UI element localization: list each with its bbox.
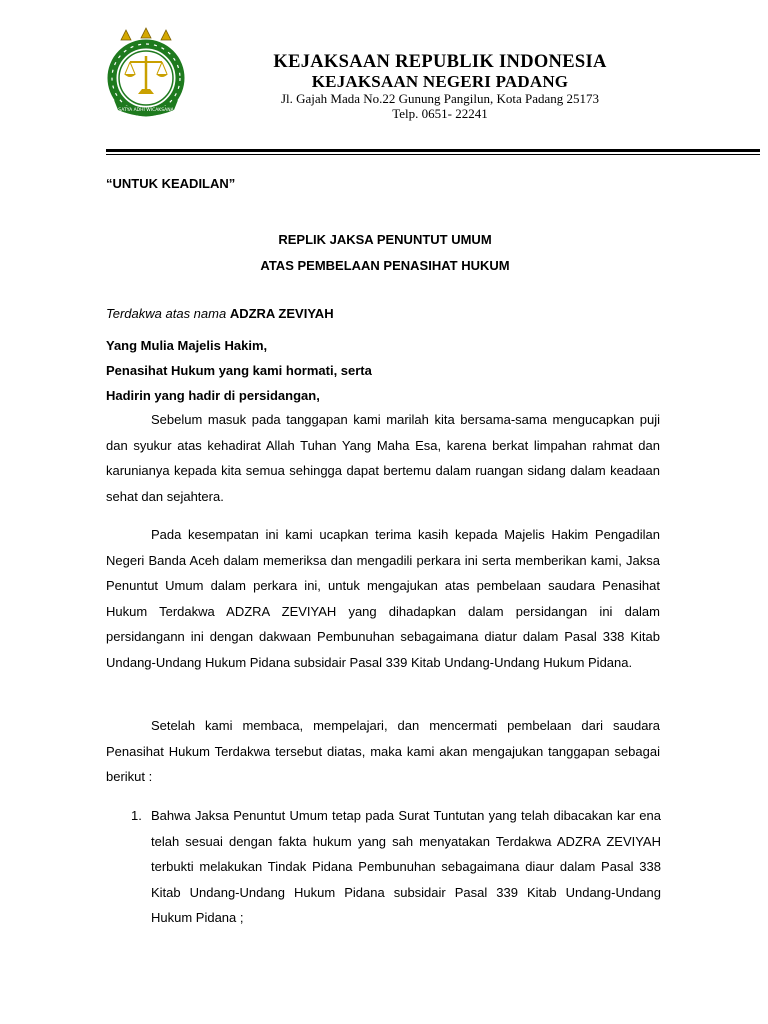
defendant-name: ADZRA ZEVIYAH	[229, 306, 334, 321]
paragraph-opening: Sebelum masuk pada tanggapan kami marilah kita bersama-sama mengucapkan puji dan syukur atas kehadirat Allah Tuhan Yang Maha Esa, karena berkat limpahan rahmat dan karunianya kepada kita semua sehingga dapat bertemu dalam ruangan sidang dalam keadaan sehat dan sejahtera.	[106, 412, 660, 504]
document-subtitle: ATAS PEMBELAAN PENASIHAT HUKUM	[260, 258, 510, 273]
list-item	[131, 803, 661, 931]
office-name: KEJAKSAAN NEGERI PADANG	[311, 72, 569, 91]
paragraph-thanks: Pada kesempatan ini kami ucapkan terima kasih kepada Majelis Hakim Pengadilan Negeri Banda Aceh dalam memeriksa dan mengadili perkara ini serta memberikan kami, Jaksa Penuntut Umum dalam perkara ini, untuk mengajukan atas pembelaan saudara Penasihat Hukum Terdakwa ADZRA ZEVIYAH yang dihadapkan dalam persidangan ini dalam persidangann ini dengan dakwaan Pembunuhan sebagaimana diatur dalam Pasal 338 Kitab Undang-Undang Hukum Pidana subsidair Pasal 339 Kitab Undang-Undang Hukum Pidana.	[106, 527, 660, 670]
office-address: Jl. Gajah Mada No.22 Gunung Pangilun, Kota Padang 25173	[280, 91, 600, 106]
salutation-counsel: Penasihat Hukum yang kami hormati, serta	[106, 363, 372, 378]
motto: “UNTUK KEADILAN”	[106, 176, 236, 191]
defendant-prefix: Terdakwa atas nama	[106, 306, 230, 321]
document-title: REPLIK JAKSA PENUNTUT UMUM	[278, 232, 492, 247]
paragraph-response-intro: Setelah kami membaca, mempelajari, dan mencermati pembelaan dari saudara Penasihat Hukum Terdakwa tersebut diatas, maka kami akan mengajukan tanggapan sebagai berikut :	[106, 718, 660, 784]
list-item-number: 1.	[131, 808, 142, 823]
letterhead-rule-thick	[106, 149, 760, 152]
office-phone: Telp. 0651- 22241	[392, 106, 488, 121]
salutation-audience: Hadirin yang hadir di persidangan,	[106, 388, 320, 403]
list-item-text: Bahwa Jaksa Penuntut Umum tetap pada Surat Tuntutan yang telah dibacakan kar ena telah sesuai dengan fakta hukum yang sah menyatakan Terdakwa ADZRA ZEVIYAH terbukti melakukan Tindak Pidana Pembunuhan sebagaimana diaur dalam Pasal 338 Kitab Undang-Undang Hukum Pidana subsidair Pasal 339 Kitab Undang-Undang Hukum Pidana ;	[151, 808, 661, 925]
institution-name: KEJAKSAAN REPUBLIK INDONESIA	[273, 52, 607, 72]
letterhead-rule-thin	[106, 154, 760, 155]
kejaksaan-emblem-icon	[100, 26, 192, 118]
logo-motto: SATYA ADHI WICAKSANA	[118, 108, 174, 113]
salutation-judges: Yang Mulia Majelis Hakim,	[106, 338, 268, 353]
defendant-line	[106, 306, 334, 321]
